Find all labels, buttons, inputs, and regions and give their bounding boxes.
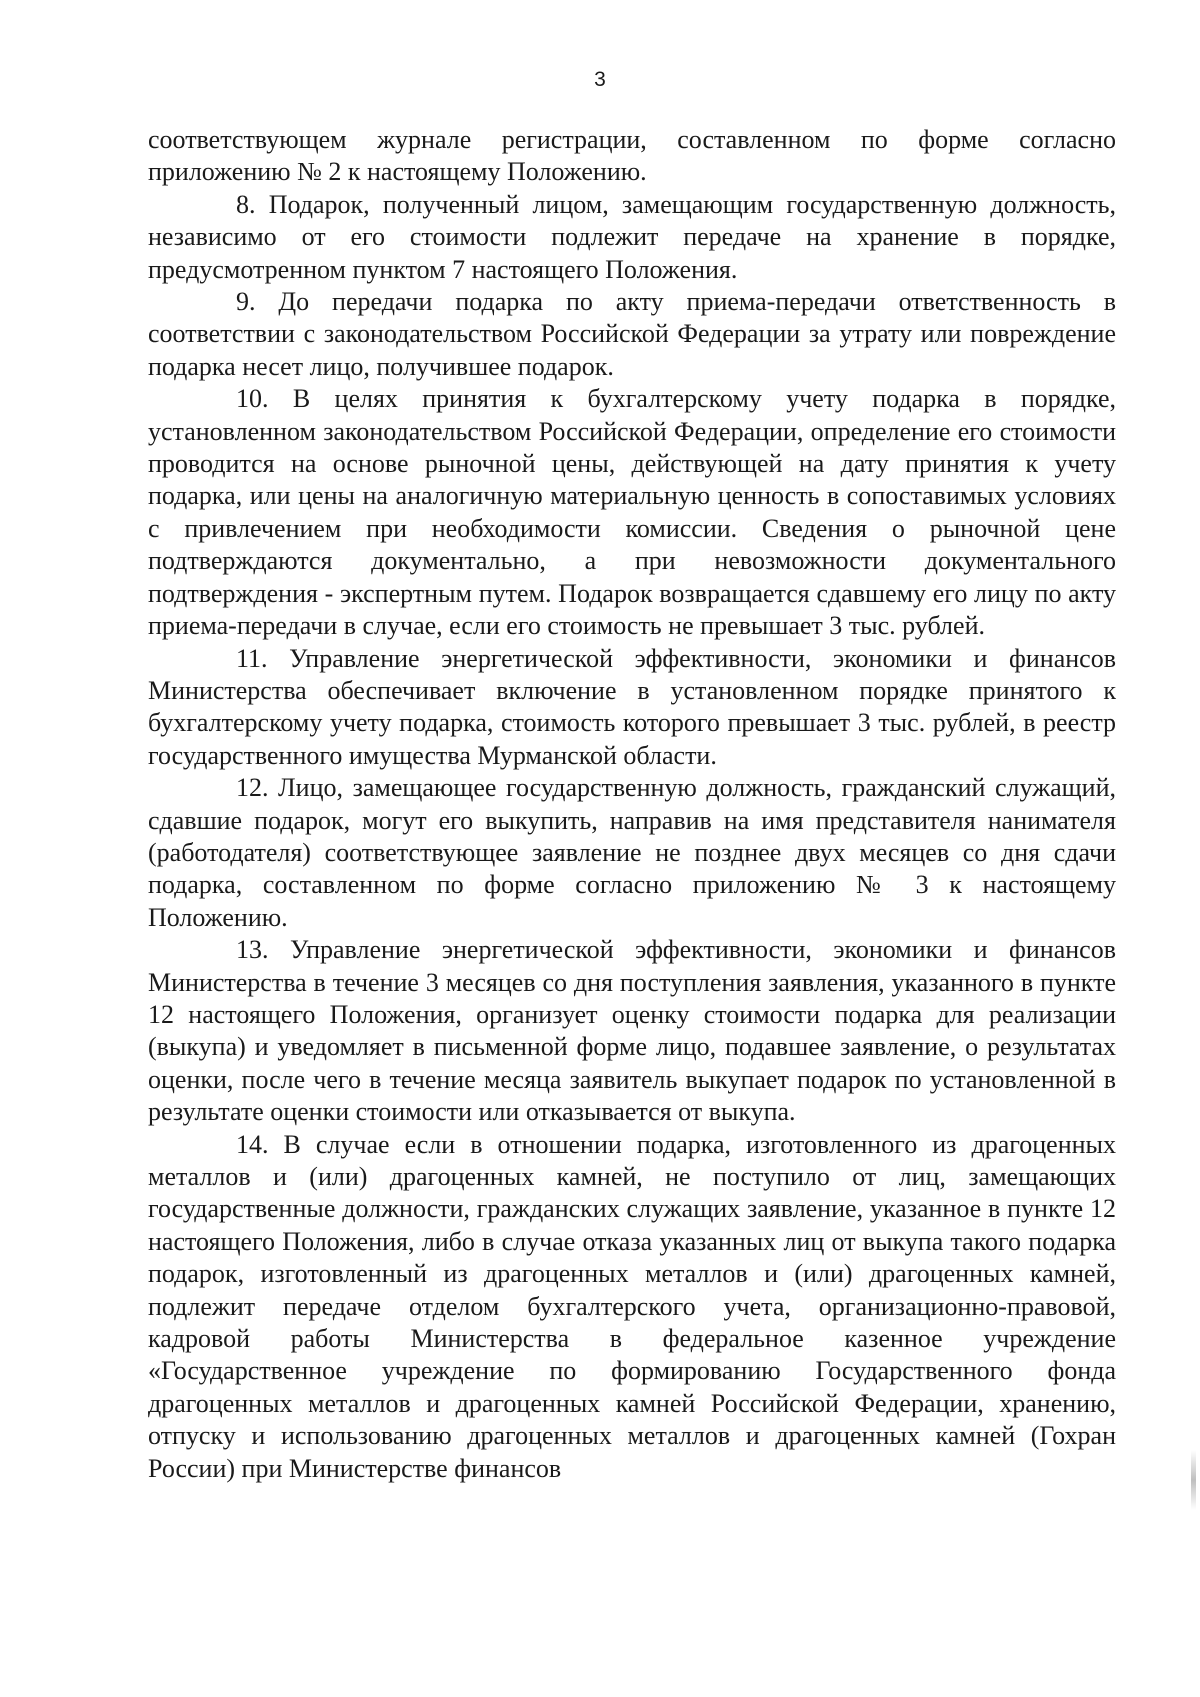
- paragraph-item-12: 12. Лицо, замещающее государственную должность, гражданский служащий, сдавшие подарок, могут его выкупить, направив на имя представителя нанимателя (работодателя) соответствующее заявление не позднее двух месяцев со дня сдачи подарка, составленном по форме согласно приложению № 3 к настоящему Положению.: [148, 773, 1116, 932]
- paragraph-item-8: 8. Подарок, полученный лицом, замещающим государственную должность, независимо от его стоимости подлежит передаче на хранение в порядке, предусмотренном пунктом 7 настоящего Положения.: [148, 189, 1116, 284]
- paragraph-item-10: 10. В целях принятия к бухгалтерскому учету подарка в порядке, установленном законодательством Российской Федерации, определение его стоимости проводится на основе рыночной цены, действующей на дату принятия к учету подарка, или цены на аналогичную материальную ценность в сопоставимых условиях с привлечением при необходимости комиссии. Сведения о рыночной цене подтверждаются документально, а при невозможности документального подтверждения - экспертным путем. Подарок возвращается сдавшему его лицу по акту приема-передачи в случае, если его стоимость не превышает 3 тыс. рублей.: [148, 384, 1116, 641]
- page-number: 3: [594, 68, 606, 91]
- paragraph-item-13: 13. Управление энергетической эффективности, экономики и финансов Министерства в течение 3 месяцев со дня поступления заявления, указанного в пункте 12 настоящего Положения, организует оценку стоимости подарка для реализации (выкупа) и уведомляет в письменной форме лицо, подавшее заявление, о результатах оценки, после чего в течение месяца заявитель выкупает подарок по установленной в результате оценки стоимости или отказывается от выкупа.: [148, 935, 1116, 1127]
- paragraph-item-11: 11. Управление энергетической эффективности, экономики и финансов Министерства обеспечивает включение в установленном порядке принятого к бухгалтерскому учету подарка, стоимость которого превышает 3 тыс. рублей, в реестр государственного имущества Мурманской области.: [148, 643, 1116, 770]
- document-body: [148, 124, 1116, 1485]
- paragraph-continuation: соответствующем журнале регистрации, составленном по форме согласно приложению № 2 к настоящему Положению.: [148, 125, 1116, 187]
- paragraph-item-14: 14. В случае если в отношении подарка, изготовленного из драгоценных металлов и (или) драгоценных камней, не поступило от лиц, замещающих государственные должности, гражданских служащих заявление, указанное в пункте 12 настоящего Положения, либо в случае отказа указанных лиц от выкупа такого подарка подарок, изготовленный из драгоценных металлов и (или) драгоценных камней, подлежит передаче отделом бухгалтерского учета, организационно-правовой, кадровой работы Министерства в федеральное казенное учреждение «Государственное учреждение по формированию Государственного фонда драгоценных металлов и драгоценных камней Российской Федерации, хранению, отпуску и использованию драгоценных металлов и драгоценных камней (Гохран России) при Министерстве финансов: [148, 1129, 1116, 1483]
- scan-edge-mark: [1191, 1450, 1196, 1510]
- paragraph-item-9: 9. До передачи подарка по акту приема-передачи ответственность в соответствии с законодательством Российской Федерации за утрату или повреждение подарка несет лицо, получившее подарок.: [148, 287, 1116, 381]
